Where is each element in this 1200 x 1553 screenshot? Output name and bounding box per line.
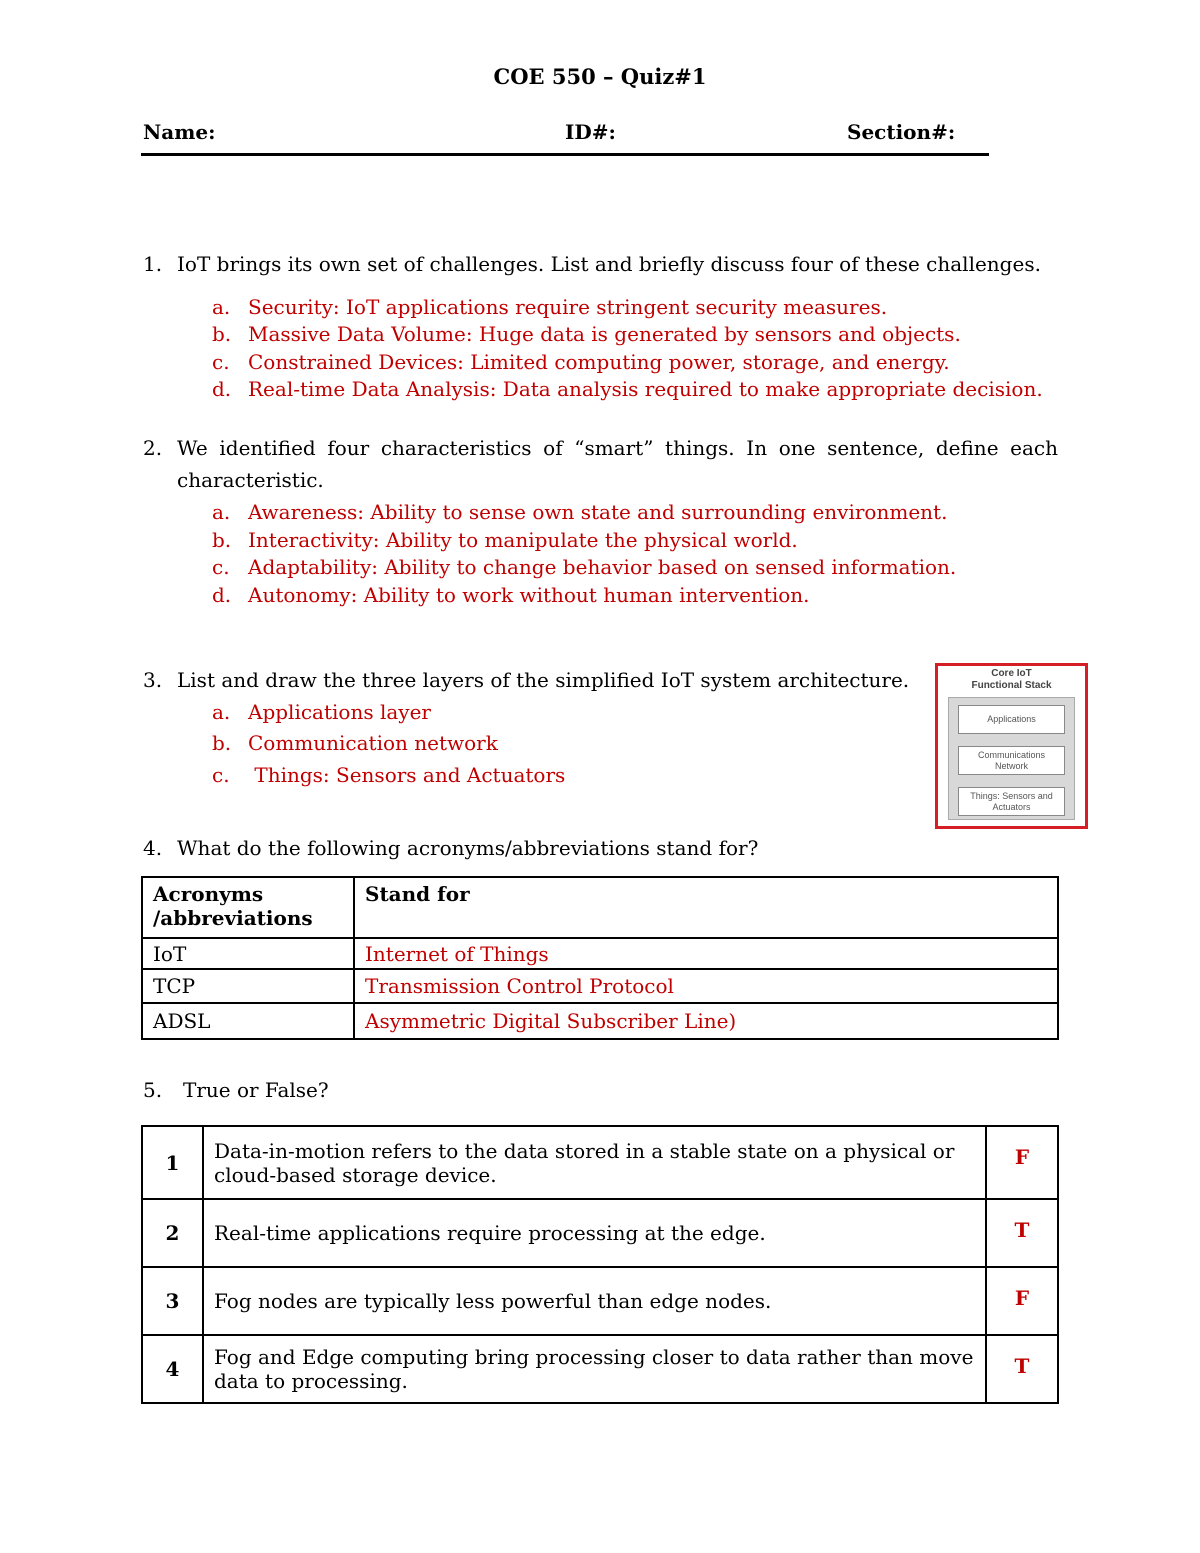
meaning-cell: Asymmetric Digital Subscriber Line) [354, 1003, 1058, 1039]
figure-title [938, 668, 1085, 692]
q2-answer-text: Awareness: Ability to sense own state and surrounding environment. [248, 500, 948, 524]
header-rule [141, 153, 989, 156]
table-header-row [142, 877, 1058, 938]
id-label: ID#: [565, 120, 616, 144]
statement-cell: Data-in-motion refers to the data stored in a stable state on a physical or cloud-based storage device. [203, 1126, 986, 1199]
row-number: 4 [142, 1335, 203, 1403]
q1-text: IoT brings its own set of challenges. List and briefly discuss four of these challenges. [177, 252, 1041, 276]
box-label: Things: Sensors and [970, 790, 1053, 801]
answer-cell: T [986, 1335, 1058, 1403]
q1-answer-letter: d. [212, 377, 232, 401]
true-false-table [141, 1125, 1059, 1404]
q2-answer-letter: b. [212, 528, 232, 552]
q5-text: True or False? [183, 1078, 329, 1102]
name-label: Name: [143, 120, 216, 144]
table-row [142, 938, 1058, 969]
q1-number: 1. [143, 252, 163, 276]
row-number: 2 [142, 1199, 203, 1267]
table-row [142, 1126, 1058, 1199]
q3-answer-letter: a. [212, 700, 231, 724]
acronym-cell: TCP [142, 969, 354, 1003]
answer-cell: F [986, 1126, 1058, 1199]
q4-number: 4. [143, 836, 163, 860]
figure-title-line: Functional Stack [971, 680, 1052, 691]
q1-answer-letter: a. [212, 295, 231, 319]
acronym-table [141, 876, 1059, 1040]
q1-answer-letter: b. [212, 322, 232, 346]
q3-answer-text: Things: Sensors and Actuators [248, 763, 566, 787]
q2-answer-letter: a. [212, 500, 231, 524]
box-label: Actuators [992, 801, 1031, 812]
q2-text-line1: We identified four characteristics of “smart” things. In one sentence, define each [177, 436, 1058, 460]
q1-answer-text: Constrained Devices: Limited computing power, storage, and energy. [248, 350, 950, 374]
q2-number: 2. [143, 436, 163, 460]
q1-answer-letter: c. [212, 350, 230, 374]
box-label: Network [994, 760, 1028, 771]
iot-stack-figure [935, 663, 1088, 829]
communications-layer-box [958, 746, 1065, 775]
q2-answer-text: Autonomy: Ability to work without human intervention. [248, 583, 810, 607]
page-title: COE 550 – Quiz#1 [493, 64, 707, 89]
q2-text-line2: characteristic. [177, 468, 324, 492]
header-line: Acronyms [153, 882, 264, 906]
q4-text: What do the following acronyms/abbreviations stand for? [177, 836, 759, 860]
acronym-cell: IoT [142, 938, 354, 969]
statement-cell: Fog nodes are typically less powerful than edge nodes. [203, 1267, 986, 1335]
q5-number: 5. [143, 1078, 163, 1102]
table-row [142, 1003, 1058, 1039]
q2-answer-letter: d. [212, 583, 232, 607]
column-header-acronym [142, 877, 354, 938]
q2-answer-text: Interactivity: Ability to manipulate the physical world. [248, 528, 798, 552]
q3-number: 3. [143, 668, 163, 692]
q3-answer-text: Applications layer [248, 700, 431, 724]
meaning-cell: Internet of Things [354, 938, 1058, 969]
box-label: Communications [977, 749, 1046, 760]
table-row [142, 1335, 1058, 1403]
row-number: 3 [142, 1267, 203, 1335]
figure-title-line: Core IoT [991, 668, 1032, 679]
things-layer-box [958, 787, 1065, 816]
q1-answer-text: Massive Data Volume: Huge data is generated by sensors and objects. [248, 322, 961, 346]
q3-answer-letter: b. [212, 731, 232, 755]
box-label: Applications [987, 714, 1036, 724]
section-label: Section#: [847, 120, 956, 144]
q2-answer-letter: c. [212, 555, 230, 579]
table-row [142, 1199, 1058, 1267]
applications-layer-box [958, 705, 1065, 734]
table-row [142, 1267, 1058, 1335]
answer-cell: T [986, 1199, 1058, 1267]
table-row [142, 969, 1058, 1003]
q1-answer-text: Real-time Data Analysis: Data analysis required to make appropriate decision. [248, 377, 1043, 401]
q2-answer-text: Adaptability: Ability to change behavior based on sensed information. [248, 555, 957, 579]
acronym-cell: ADSL [142, 1003, 354, 1039]
statement-cell: Fog and Edge computing bring processing closer to data rather than move data to processing. [203, 1335, 986, 1403]
answer-cell: F [986, 1267, 1058, 1335]
header-line: /abbreviations [153, 906, 313, 930]
q1-answer-text: Security: IoT applications require stringent security measures. [248, 295, 888, 319]
statement-cell: Real-time applications require processing at the edge. [203, 1199, 986, 1267]
q3-text: List and draw the three layers of the simplified IoT system architecture. [177, 668, 910, 692]
q3-answer-letter: c. [212, 763, 230, 787]
column-header-stand-for: Stand for [354, 877, 1058, 938]
q3-answer-text: Communication network [248, 731, 498, 755]
stack-panel [948, 697, 1075, 820]
meaning-cell: Transmission Control Protocol [354, 969, 1058, 1003]
row-number: 1 [142, 1126, 203, 1199]
